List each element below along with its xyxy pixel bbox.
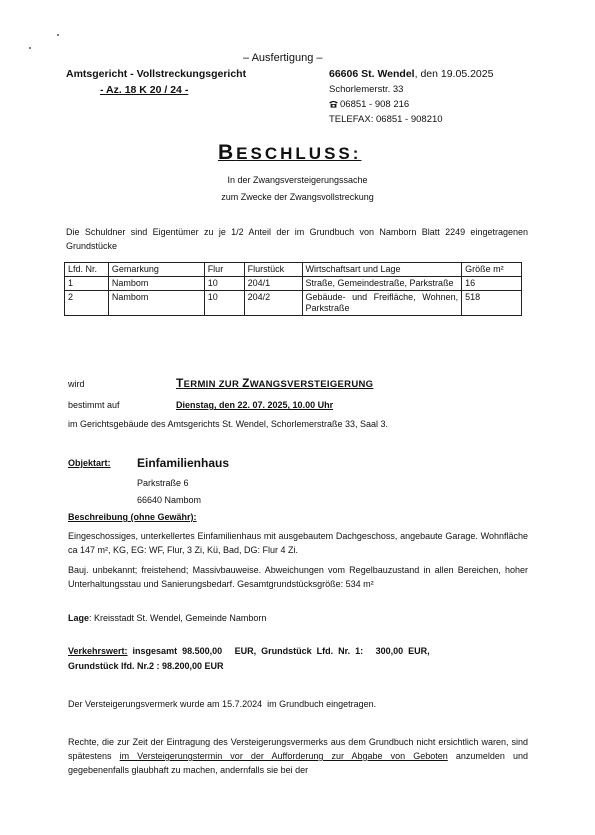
table-cell: Nambom xyxy=(108,291,204,316)
verkehrswert-line-1 xyxy=(68,646,430,656)
beschreibung-paragraph-1: Eingeschossiges, unterkellertes Einfamilienhaus mit ausgebautem Dachgeschoss, angebaute Garage. Wohnfläche ca 147 m², KG, EG: WF, Flur, 3 Zi, Kü, Bad, DG: Flur 4 Zi. xyxy=(68,531,528,555)
verkehrswert-values: insgesamt 98.500,00 EUR, Grundstück Lfd. Nr. 1: 300,00 EUR, xyxy=(127,646,430,656)
termin-heading-t: T xyxy=(176,376,184,390)
termin-heading xyxy=(176,376,373,390)
table-cell: 16 xyxy=(462,277,522,291)
intro-paragraph: Die Schuldner sind Eigentümer zu je 1/2 Anteil der im Grundbuch von Namborn Blatt 2249 eingetragenen Grundstücke xyxy=(66,227,528,251)
table-cell: Straße, Gemeindestraße, Parkstraße xyxy=(302,277,462,291)
header-cell: Flurstück xyxy=(244,263,302,277)
document-title xyxy=(218,141,361,165)
court-name: Amtsgericht - Vollstreckungsgericht xyxy=(66,68,247,80)
vermerk-text-2: im Grundbuch eingetragen. xyxy=(262,699,377,709)
beschreibung-paragraph-2: Bauj. unbekannt; freistehend; Massivbauweise. Abweichungen vom Regelbauzustand in allen Bereichen, hoher Unterhaltungsstau und Sanierungsbedarf. Gesamtgrundstücksgröße: 534 m² xyxy=(68,565,528,589)
fax-label: TELEFAX: xyxy=(329,114,374,125)
objekt-city: 66640 Nambom xyxy=(137,495,202,505)
scan-speck xyxy=(57,34,59,36)
vermerk-line xyxy=(68,699,376,709)
ausfertigung-label: – Ausfertigung – xyxy=(243,52,323,64)
scan-speck xyxy=(29,47,31,49)
title-subline-2: zum Zwecke der Zwangsvollstreckung xyxy=(221,192,374,202)
header-cell: Größe m² xyxy=(462,263,522,277)
title-subline-1: In der Zwangsversteigerungssache xyxy=(227,175,368,185)
table-cell: 1 xyxy=(65,277,109,291)
beschreibung-label: Beschreibung (ohne Gewähr): xyxy=(68,512,197,522)
table-cell: Gebäude- und Freifläche, Wohnen, Parkstraße xyxy=(302,291,462,316)
termin-heading-z: Z xyxy=(242,376,250,390)
objekt-label: Objektart: xyxy=(68,458,111,468)
termin-heading-part2: WANGSVERSTEIGERUNG xyxy=(249,379,374,390)
phone-line xyxy=(329,99,409,110)
objekt-street: Parkstraße 6 xyxy=(137,478,189,488)
objekt-type: Einfamilienhaus xyxy=(137,456,230,470)
property-table xyxy=(64,262,522,316)
aktenzeichen: - Az. 18 K 20 / 24 - xyxy=(100,84,189,96)
table-cell: Nambom xyxy=(108,277,204,291)
table-row xyxy=(65,291,522,316)
bestimmt-label: bestimmt auf xyxy=(68,400,120,410)
header-cell: Gemarkung xyxy=(108,263,204,277)
rechte-underlined: im Versteigerungstermin vor der Aufforderung zur Abgabe von Geboten xyxy=(119,751,448,761)
table-cell: 2 xyxy=(65,291,109,316)
header-cell: Lfd. Nr. xyxy=(65,263,109,277)
city-date xyxy=(329,68,493,80)
verkehrswert-label: Verkehrswert: xyxy=(68,646,128,656)
title-rest: ESCHLUSS: xyxy=(236,144,362,163)
header-cell: Wirtschaftsart und Lage xyxy=(302,263,462,277)
termin-heading-part1: ERMIN ZUR xyxy=(183,379,243,390)
phone-icon xyxy=(329,100,338,108)
table-header-row xyxy=(65,263,522,277)
rechte-text-1: Rechte, die zur Zeit der Eintragung des Versteigerungsvermerks aus dem Grundbuch nicht ersichtlich waren, sind spätestens xyxy=(68,737,528,761)
court-street: Schorlemerstr. 33 xyxy=(329,84,404,95)
termin-datetime: Dienstag, den 22. 07. 2025, 10.00 Uhr xyxy=(176,400,334,410)
table-cell: 204/2 xyxy=(244,291,302,316)
letter-date: , den 19.05.2025 xyxy=(414,68,494,80)
termin-location: im Gerichtsgebäude des Amtsgerichts St. Wendel, Schorlemerstraße 33, Saal 3. xyxy=(68,419,388,429)
phone-number: 06851 - 908 216 xyxy=(340,99,410,110)
rechte-text-2: anzumelden und gegebenenfalls glaubhaft zu machen, andernfalls sie bei der xyxy=(68,751,528,775)
fax-line xyxy=(329,114,443,125)
verkehrswert-line-2: Grundstück lfd. Nr.2 : 98.200,00 EUR xyxy=(68,661,224,671)
fax-number: 06851 - 908210 xyxy=(373,114,443,125)
table-cell: 10 xyxy=(204,277,244,291)
table-cell: 204/1 xyxy=(244,277,302,291)
court-city: 66606 St. Wendel xyxy=(329,68,415,80)
table-cell: 518 xyxy=(462,291,522,316)
header-cell: Flur xyxy=(204,263,244,277)
vermerk-text-1: Der Versteigerungsvermerk wurde am 15.7.2024 xyxy=(68,699,263,709)
lage-label: Lage xyxy=(68,613,90,623)
lage-line xyxy=(68,613,266,623)
title-first-letter: B xyxy=(218,141,237,164)
table-cell: 10 xyxy=(204,291,244,316)
table-row xyxy=(65,277,522,291)
wird-label: wird xyxy=(68,379,85,389)
rechte-paragraph xyxy=(68,735,528,777)
lage-value: : Kreisstadt St. Wendel, Gemeinde Namborn xyxy=(89,613,267,623)
